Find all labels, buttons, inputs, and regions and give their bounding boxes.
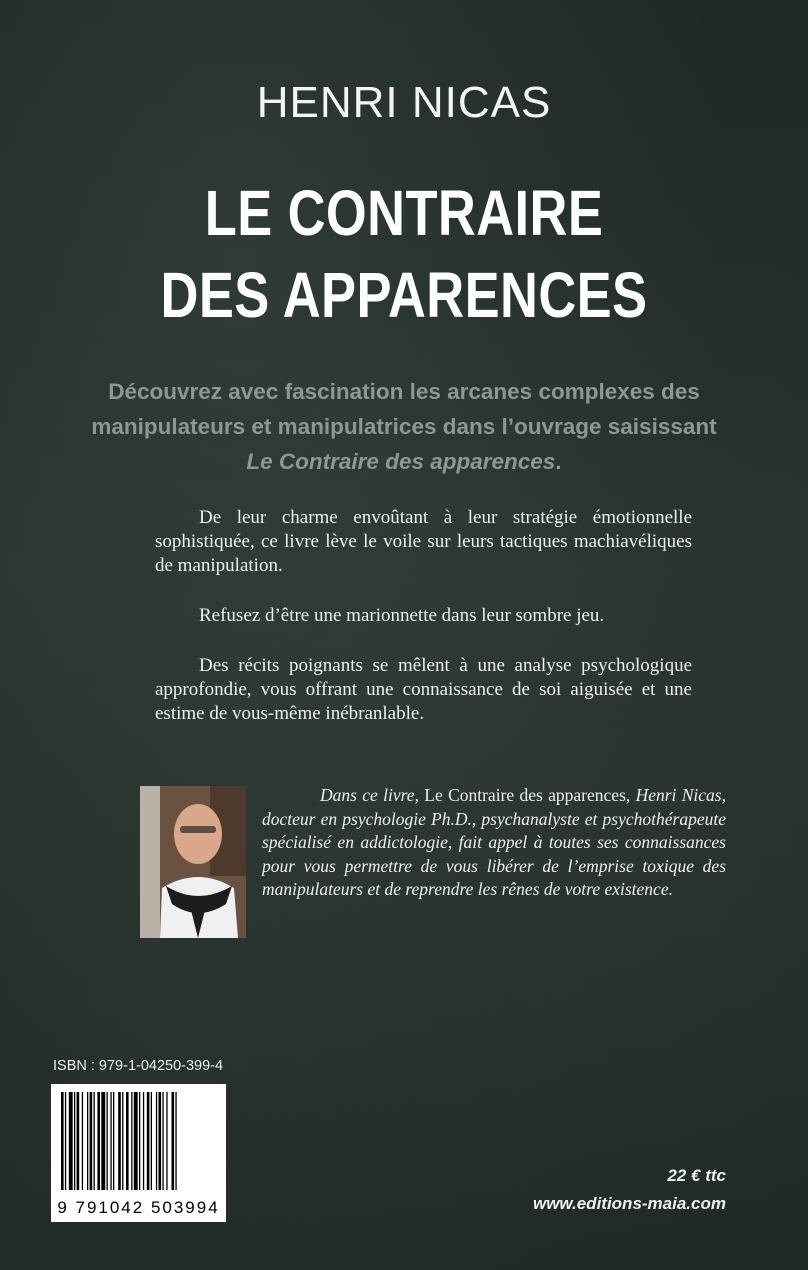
barcode-bar [113,1092,114,1190]
tagline-book-title: Le Contraire des apparences [246,449,556,474]
barcode-bar [97,1092,100,1190]
blurb-paragraph-2 [155,604,692,628]
barcode-bar [147,1092,150,1190]
barcode-bar [162,1092,163,1190]
author-photo [140,786,246,938]
barcode-bar [77,1092,80,1190]
author-name: HENRI NICAS [256,78,552,127]
tagline-text: Découvrez avec fascination les arcanes complexes des manipulateurs et manipulatrices dans l’ouvrage saisissant [91,379,717,439]
barcode-bar [166,1092,167,1190]
barcode-bar [139,1092,140,1190]
barcode-bar [175,1092,176,1190]
barcode-bar [131,1092,132,1190]
paragraph-text: Des récits poignants se mêlent à une analyse psychologique approfondie, vous offrant une connaissance de soi aiguisée et une estime de vous-même inébranlable. [155,655,692,724]
barcode-bars [51,1084,226,1196]
title-line-1: LE CONTRAIRE [204,177,604,249]
price: 22 € ttc [667,1166,726,1185]
barcode-bar [90,1092,93,1190]
bio-text: , Henri Nicas, docteur en psychologie Ph.D., psychanalyste et psychothérapeute spécialisé en addictologie, fait appel à toutes ses connaissances pour vous permettre de vous libérer de l’emprise toxique des manipulateurs et de reprendre les rênes de votre existence. [262,785,726,899]
barcode-bar [110,1092,111,1190]
barcode-bar [134,1092,138,1190]
barcode-bar [122,1092,123,1190]
title-line-2: DES APPARENCES [160,259,648,331]
author-bio [262,784,726,902]
book-title [73,172,736,336]
barcode-bar [87,1092,88,1190]
barcode-bar [172,1092,175,1190]
barcode-bar [118,1092,121,1190]
barcode-bar [82,1092,83,1190]
barcode-bar [107,1092,108,1190]
author-portrait-image [140,786,246,938]
barcode-bar [126,1092,129,1190]
barcode-bar [65,1092,66,1190]
barcode-bar [61,1092,64,1190]
paragraph-text: De leur charme envoûtant à leur stratégie émotionnelle sophistiquée, ce livre lève le voile sur leurs tactiques machiavéliques de manipulation. [155,507,692,576]
barcode-bar [101,1092,105,1190]
paragraph-text: Refusez d’être une marionnette dans leur sombre jeu. [199,605,605,626]
isbn-label: ISBN : 979-1-04250-399-4 [53,1058,224,1074]
barcode-bar [159,1092,162,1190]
barcode [51,1084,226,1222]
tagline-end: . [555,449,562,474]
blurb-paragraph-1 [155,506,692,578]
bio-intro: Dans ce livre, [320,785,425,805]
tagline [90,374,718,479]
barcode-number: 9 791042 503994 [57,1198,220,1217]
publisher-website: www.editions-maia.com [532,1194,726,1213]
barcode-bar [151,1092,152,1190]
barcode-bar [94,1092,95,1190]
barcode-bar [69,1092,73,1190]
blurb-paragraph-3 [155,654,692,726]
barcode-bar [74,1092,75,1190]
barcode-bar [156,1092,157,1190]
barcode-bar [143,1092,144,1190]
bio-book-title: Le Contraire des apparences [424,785,626,805]
